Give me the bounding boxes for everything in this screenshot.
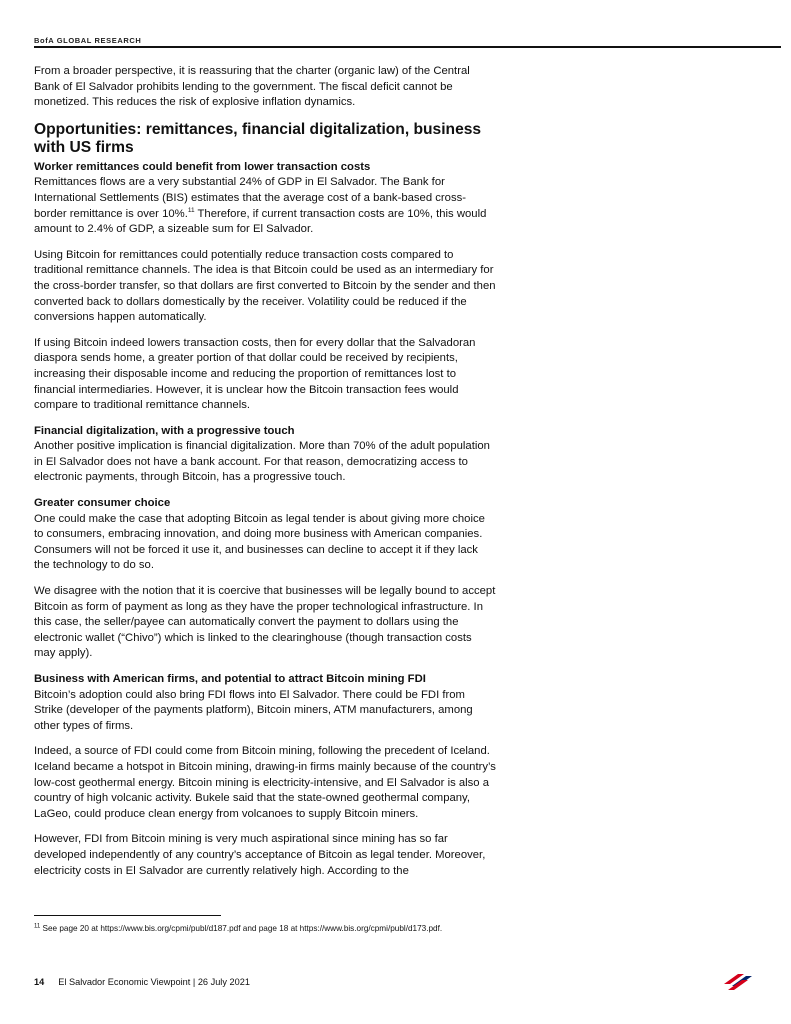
remittances-paragraph-1 — [34, 175, 496, 237]
american-firms-paragraph-2: Indeed, a source of FDI could come from Bitcoin mining, following the precedent of Iceland. Iceland became a hotspot in Bitcoin mining, drawing-in firms mainly because of the country’s low-cost geothermal energy. Bitcoin mining is electricity-intensive, and El Salvador is also a country of high volcanic activity. Bukele said that the state-owned geothermal company, LaGeo, could produce clean energy from volcanoes to supply Bitcoin miners. — [34, 745, 496, 820]
footnote-reference[interactable]: 11 — [187, 206, 195, 214]
footnote-number: 11 — [34, 923, 41, 930]
subsection-heading-digitalization: Financial digitalization, with a progressive touch — [34, 424, 295, 437]
remittances-paragraph-2: Using Bitcoin for remittances could potentially reduce transaction costs compared to traditional remittance channels. The idea is that Bitcoin could be used as an intermediary for the cross-border transfer, so that dollars are first converted to Bitcoin by the sender and then converted back to dollars domestically by the receiver. Volatility could be reduced if the conversions happen automatically. — [34, 248, 496, 324]
remittances-paragraph-1-part-a: Remittances flows are a very substantial 24% of GDP in El Salvador. The Bank for International Settlements (BIS) estimates that the average cost of a bank-based cross-border remittance is over 10%. — [34, 176, 467, 220]
american-firms-paragraph-1: Bitcoin’s adoption could also bring FDI flows into El Salvador. There could be FDI from Strike (developer of the payments platform), Bitcoin miners, ATM manufacturers, among other types of firms. — [34, 688, 473, 732]
header-divider — [34, 46, 781, 48]
remittances-paragraph-1-part-b: Therefore, if current transaction costs are 10%, this would amount to 2.4% of GDP, a sizeable sum for El Salvador. — [34, 207, 487, 236]
page-footer — [34, 977, 250, 987]
page-number: 14 — [34, 977, 45, 987]
section-title: Opportunities: remittances, financial digitalization, business with US firms — [34, 120, 482, 156]
footnote-text[interactable]: See page 20 at https://www.bis.org/cpmi/publ/d187.pdf and page 18 at https://www.bis.org/cpmi/publ/d173.pdf. — [40, 924, 443, 933]
consumer-choice-paragraph-1: One could make the case that adopting Bitcoin as legal tender is about giving more choice to consumers, embracing innovation, and doing more business with American companies. Consumers will not be forced it use it, and businesses can decline to accept it if they lack the technology to do so. — [34, 512, 485, 572]
publication-info: El Salvador Economic Viewpoint | 26 July 2021 — [58, 977, 250, 987]
intro-paragraph: From a broader perspective, it is reassuring that the charter (organic law) of the Central Bank of El Salvador prohibits lending to the government. The fiscal deficit cannot be monetized. This reduces the risk of explosive inflation dynamics. — [34, 65, 470, 109]
main-content — [34, 64, 496, 879]
remittances-paragraph-3: If using Bitcoin indeed lowers transaction costs, then for every dollar that the Salvadoran diaspora sends home, a greater portion of that dollar could be received by recipients, increasing their disposable income and reducing the proportion of remittances lost to financial intermediaries. However, it is unclear how the Bitcoin transaction fees would compare to traditional remittance channels. — [34, 336, 476, 412]
footnote — [34, 923, 504, 935]
subsection-heading-remittances: Worker remittances could benefit from lower transaction costs — [34, 160, 371, 173]
digitalization-paragraph-1: Another positive implication is financial digitalization. More than 70% of the adult population in El Salvador does not have a bank account. For that reason, democratizing access to electronic payments, through Bitcoin, has a progressive touch. — [34, 440, 490, 484]
consumer-choice-paragraph-2: We disagree with the notion that it is coercive that businesses will be legally bound to accept Bitcoin as form of payment as long as they have the proper technological infrastructure. In this case, the seller/payee can automatically convert the payment to dollars using the electronic wallet (“Chivo”) which is linked to the clearinghouse (though transaction costs may apply). — [34, 585, 496, 660]
footnote-divider — [34, 915, 221, 916]
subsection-heading-american-firms: Business with American firms, and potential to attract Bitcoin mining FDI — [34, 673, 426, 685]
bofa-logo-icon — [722, 972, 754, 992]
subsection-heading-consumer-choice: Greater consumer choice — [34, 497, 171, 510]
american-firms-paragraph-3: However, FDI from Bitcoin mining is very much aspirational since mining has so far developed independently of any country’s acceptance of Bitcoin as legal tender. Moreover, electricity costs in El Salvador are currently relatively high. According to the — [34, 833, 486, 877]
running-header: BofA GLOBAL RESEARCH — [34, 36, 142, 45]
